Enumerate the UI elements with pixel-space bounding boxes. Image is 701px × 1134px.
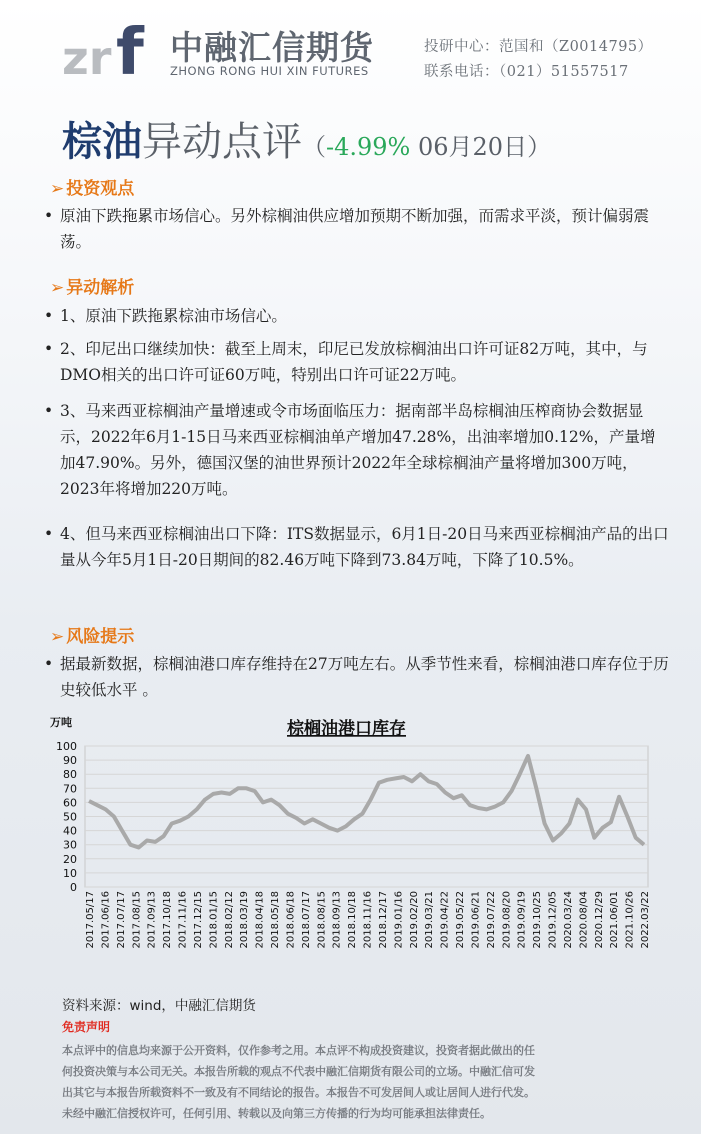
x-tick-label: 2017.07/17 — [115, 891, 127, 949]
x-tick-label: 2017.10/18 — [162, 891, 174, 949]
x-tick-label: 2020.08/04 — [578, 891, 590, 949]
x-tick-label: 2019.10/25 — [532, 891, 544, 949]
data-source: 资料来源：wind，中融汇信期货 — [62, 998, 256, 1014]
svg-text:zr: zr — [62, 31, 112, 80]
disclaimer-line: 未经中融汇信授权许可，任何引用、转载以及向第三方传播的行为均可能承担法律责任。 — [62, 1107, 491, 1120]
x-tick-label: 2019.03/21 — [424, 891, 436, 949]
section-heading-risk: ➢ 风险提示 — [50, 627, 135, 647]
y-axis-unit: 万吨 — [50, 716, 72, 729]
title-product: 棕油 — [62, 118, 142, 165]
bullet-icon: • — [44, 655, 54, 673]
list-item: • 据最新数据，棕榈油港口库存维持在27万吨左右。从季节性来看，棕榈油港口库存位于历史较低水平 。 — [44, 651, 670, 703]
y-tick-label: 30 — [63, 838, 77, 852]
x-tick-label: 2017.12/15 — [192, 891, 204, 949]
list-item: • 原油下跌拖累市场信心。另外棕榈油供应增加预期不断加强，而需求平淡，预计偏弱震荡。 — [44, 203, 670, 255]
x-tick-label: 2017.05/17 — [85, 891, 96, 949]
chart-title: 棕榈油港口库存 — [287, 719, 406, 739]
disclaimer-line: 出其它与本报告所载资料不一致及有不同结论的报告。本报告不可发居间人或让居间人进行代发。 — [62, 1086, 535, 1099]
x-tick-label: 2018.11/16 — [362, 891, 374, 949]
y-tick-label: 10 — [63, 866, 77, 880]
list-item: • 4、但马来西亚棕榈油出口下降：ITS数据显示，6月1日-20日马来西亚棕榈油产品的出口量从今年5月1日-20日期间的82.46万吨下降到73.84万吨，下降了10.5%。 — [44, 521, 670, 573]
brand-name-cn: 中融汇信期货 — [170, 28, 374, 67]
list-item: • 3、马来西亚棕榈油产量增速或令市场面临压力：据南部半岛棕榈油压榨商协会数据显示，2022年6月1-15日马来西亚棕榈油单产增加47.28%，出油率增加0.12%，产量增加47.90%。另外，德国汉堡的油世界预计2022年全球棕榈油产量将增加300万吨，2023年将增加220万吨。 — [44, 398, 670, 502]
section-heading-view: ➢ 投资观点 — [50, 179, 135, 199]
x-tick-label: 2018.08/15 — [316, 891, 328, 949]
disclaimer-title: 免责声明 — [62, 1020, 111, 1034]
y-tick-label: 20 — [63, 852, 77, 866]
svg-text:f: f — [116, 16, 144, 80]
list-item: • 2、印尼出口继续加快：截至上周末，印尼已发放棕榈油出口许可证82万吨，其中，与DMO相关的出口许可证60万吨，特别出口许可证22万吨。 — [44, 336, 670, 388]
bullet-icon: • — [44, 207, 54, 225]
x-tick-label: 2021.10/26 — [624, 891, 636, 949]
bullet-icon: • — [44, 340, 54, 358]
zrf-logo — [62, 16, 162, 80]
x-tick-label: 2019.07/22 — [485, 891, 497, 949]
x-tick-label: 2019.01/16 — [393, 891, 405, 949]
x-tick-label: 2021.06/01 — [609, 891, 621, 949]
inventory-line-chart — [40, 712, 660, 992]
bullet-icon: • — [44, 525, 54, 543]
y-tick-label: 60 — [63, 796, 77, 810]
x-tick-label: 2018.05/18 — [270, 891, 281, 949]
bullet-icon: • — [44, 402, 54, 420]
contact-research: 投研中心：范国和（Z0014795） — [424, 39, 653, 55]
contact-phone: 联系电话：（021）51557517 — [424, 64, 629, 80]
x-tick-label: 2017.09/13 — [146, 891, 158, 949]
x-tick-label: 2018.07/17 — [300, 891, 312, 949]
brand-name-en: ZHONG RONG HUI XIN FUTURES — [170, 64, 369, 78]
x-tick-label: 2019.02/20 — [408, 891, 420, 949]
y-tick-label: 100 — [56, 740, 77, 753]
title-topic: 异动点评 — [142, 119, 302, 165]
list-item: • 1、原油下跌拖累棕油市场信心。 — [44, 303, 670, 329]
x-tick-label: 2019.06/21 — [470, 891, 482, 949]
section-heading-analysis: ➢ 异动解析 — [50, 278, 135, 298]
title-paren: （ — [302, 133, 326, 161]
series-line — [89, 756, 644, 848]
x-tick-label: 2019.12/05 — [547, 891, 559, 949]
page-title — [62, 110, 551, 167]
x-tick-label: 2017.11/16 — [177, 891, 189, 949]
x-tick-label: 2018.01/15 — [208, 891, 220, 949]
arrow-right-icon: ➢ — [50, 627, 65, 647]
x-tick-label: 2018.12/17 — [377, 891, 389, 949]
x-tick-label: 2019.08/20 — [501, 891, 513, 949]
x-tick-label: 2018.03/19 — [239, 891, 251, 949]
arrow-right-icon: ➢ — [50, 179, 65, 199]
y-tick-label: 80 — [63, 768, 77, 782]
x-tick-label: 2017.08/15 — [131, 891, 143, 949]
x-tick-label: 2020.03/24 — [562, 891, 574, 949]
x-tick-label: 2020.12/29 — [593, 891, 605, 949]
title-date: 06月20日） — [410, 133, 552, 161]
x-tick-label: 2018.06/18 — [285, 891, 297, 949]
x-tick-label: 2018.04/18 — [254, 891, 266, 949]
x-tick-label: 2018.09/13 — [331, 891, 343, 949]
y-tick-label: 90 — [63, 754, 77, 768]
arrow-right-icon: ➢ — [50, 278, 65, 298]
y-tick-label: 50 — [63, 810, 77, 824]
disclaimer — [62, 1040, 642, 1124]
disclaimer-line: 何投资决策与本公司无关。本报告所载的观点不代表中融汇信期货有限公司的立场。中融汇信可发 — [62, 1065, 535, 1078]
x-tick-label: 2019.09/19 — [516, 891, 528, 949]
x-tick-label: 2019.05/22 — [455, 891, 466, 949]
title-change: -4.99% — [326, 133, 411, 161]
y-tick-label: 0 — [70, 881, 77, 894]
bullet-icon: • — [44, 307, 54, 325]
x-tick-label: 2018.02/12 — [223, 891, 235, 949]
y-tick-label: 70 — [63, 782, 77, 796]
x-tick-label: 2019.04/22 — [439, 891, 451, 949]
disclaimer-line: 本点评中的信息均来源于公开资料，仅作参考之用。本点评不构成投资建议，投资者据此做出的任 — [62, 1044, 535, 1057]
x-tick-label: 2022.03/22 — [640, 891, 651, 949]
x-tick-label: 2018.10/18 — [347, 891, 359, 949]
y-tick-label: 40 — [63, 824, 77, 838]
x-tick-label: 2017.06/16 — [100, 891, 112, 949]
